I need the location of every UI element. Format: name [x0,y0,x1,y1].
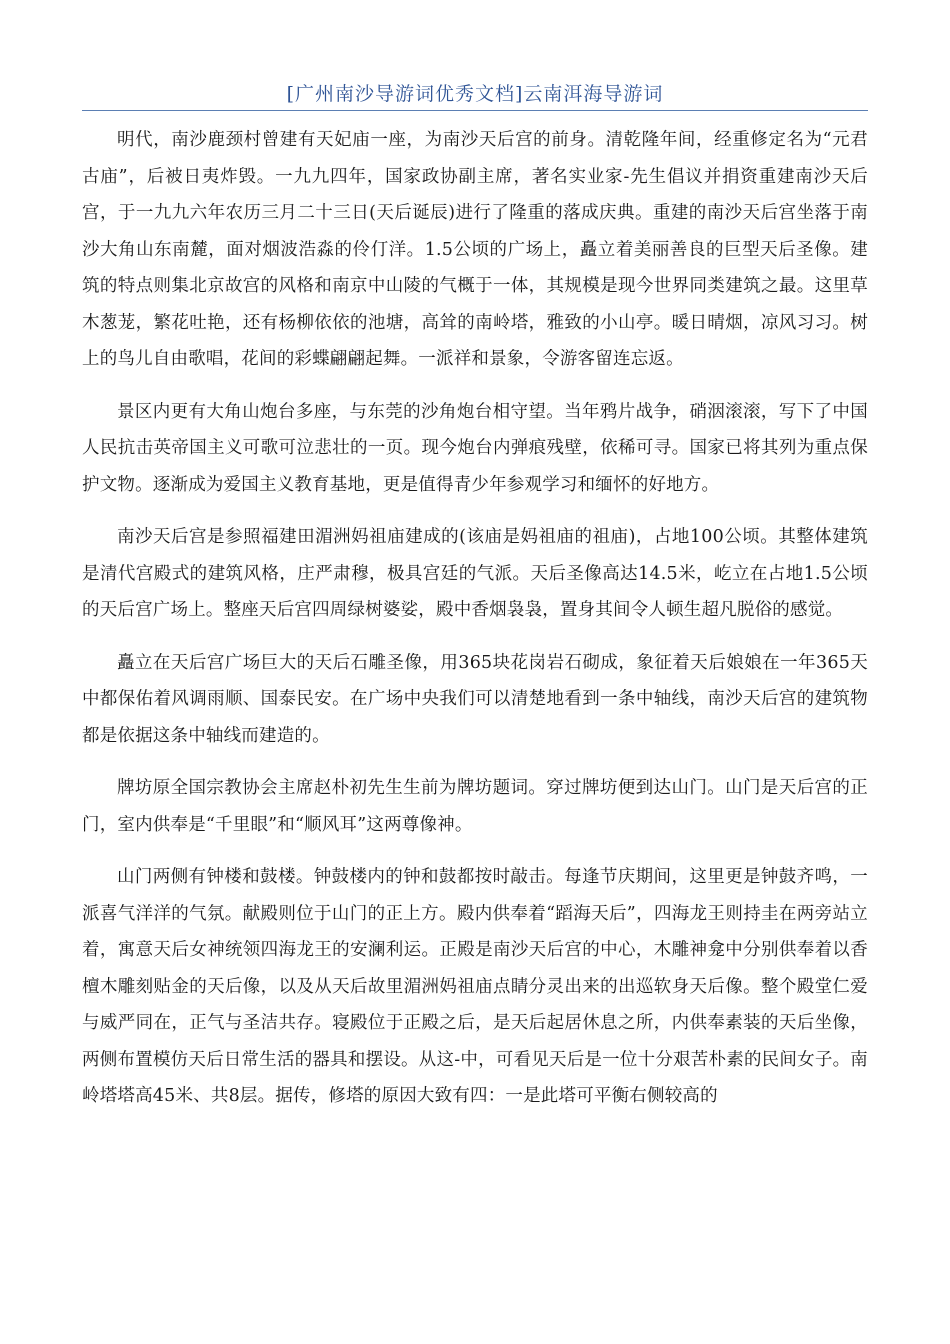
paragraph: 南沙天后宫是参照福建田湄洲妈祖庙建成的(该庙是妈祖庙的祖庙)，占地100公顷。其整体建筑是清代宫殿式的建筑风格，庄严肃穆，极具宫廷的气派。天后圣像高达14.5米，屹立在占地1.5公顷的天后宫广场上。整座天后宫四周绿树婆娑，殿中香烟袅袅，置身其间令人顿生超凡脱俗的感觉。 [82,527,868,620]
document-body [82,122,868,1131]
header-title: [广州南沙导游词优秀文档]云南洱海导游词 [286,83,664,105]
paragraph: 山门两侧有钟楼和鼓楼。钟鼓楼内的钟和鼓都按时敲击。每逢节庆期间，这里更是钟鼓齐鸣，一派喜气洋洋的气氛。献殿则位于山门的正上方。殿内供奉着“蹈海天后”，四海龙王则持圭在两旁站立着，寓意天后女神统领四海龙王的安澜利运。正殿是南沙天后宫的中心，木雕神龛中分别供奉着以香檀木雕刻贴金的天后像，以及从天后故里湄洲妈祖庙点睛分灵出来的出巡软身天后像。整个殿堂仁爱与威严同在，正气与圣洁共存。寝殿位于正殿之后，是天后起居休息之所，内供奉素装的天后坐像，两侧布置模仿天后日常生活的器具和摆设。从这-中，可看见天后是一位十分艰苦朴素的民间女子。南岭塔塔高45米、共8层。据传，修塔的原因大致有四：一是此塔可平衡右侧较高的 [82,867,868,1106]
paragraph: 牌坊原全国宗教协会主席赵朴初先生生前为牌坊题词。穿过牌坊便到达山门。山门是天后宫的正门，室内供奉是“千里眼”和“顺风耳”这两尊像神。 [82,778,868,835]
document-header [82,80,868,111]
paragraph: 矗立在天后宫广场巨大的天后石雕圣像，用365块花岗岩石砌成，象征着天后娘娘在一年365天中都保佑着风调雨顺、国泰民安。在广场中央我们可以清楚地看到一条中轴线，南沙天后宫的建筑物都是依据这条中轴线而建造的。 [82,652,868,746]
paragraph: 景区内更有大角山炮台多座，与东莞的沙角炮台相守望。当年鸦片战争，硝洇滚滚，写下了中国人民抗击英帝国主义可歌可泣悲壮的一页。现今炮台内弹痕残壁，依稀可寻。国家已将其列为重点保护文物。逐渐成为爱国主义教育基地，更是值得青少年参观学习和缅怀的好地方。 [82,401,868,495]
paragraph: 明代，南沙鹿颈村曾建有天妃庙一座，为南沙天后宫的前身。清乾隆年间，经重修定名为“元君古庙”，后被日夷炸毁。一九九四年，国家政协副主席，著名实业家-先生倡议并捐资重建南沙天后宫，于一九九六年农历三月二十三日(天后诞辰)进行了隆重的落成庆典。重建的南沙天后宫坐落于南沙大角山东南麓，面对烟波浩淼的伶仃洋。1.5公顷的广场上，矗立着美丽善良的巨型天后圣像。建筑的特点则集北京故宫的风格和南京中山陵的气概于一体，其规模是现今世界同类建筑之最。这里草木葱茏，繁花吐艳，还有杨柳依依的池塘，高耸的南岭塔，雅致的小山亭。暖日晴烟，凉风习习。树上的鸟儿自由歌唱，花间的彩蝶翩翩起舞。一派祥和景象，令游客留连忘返。 [82,130,868,369]
